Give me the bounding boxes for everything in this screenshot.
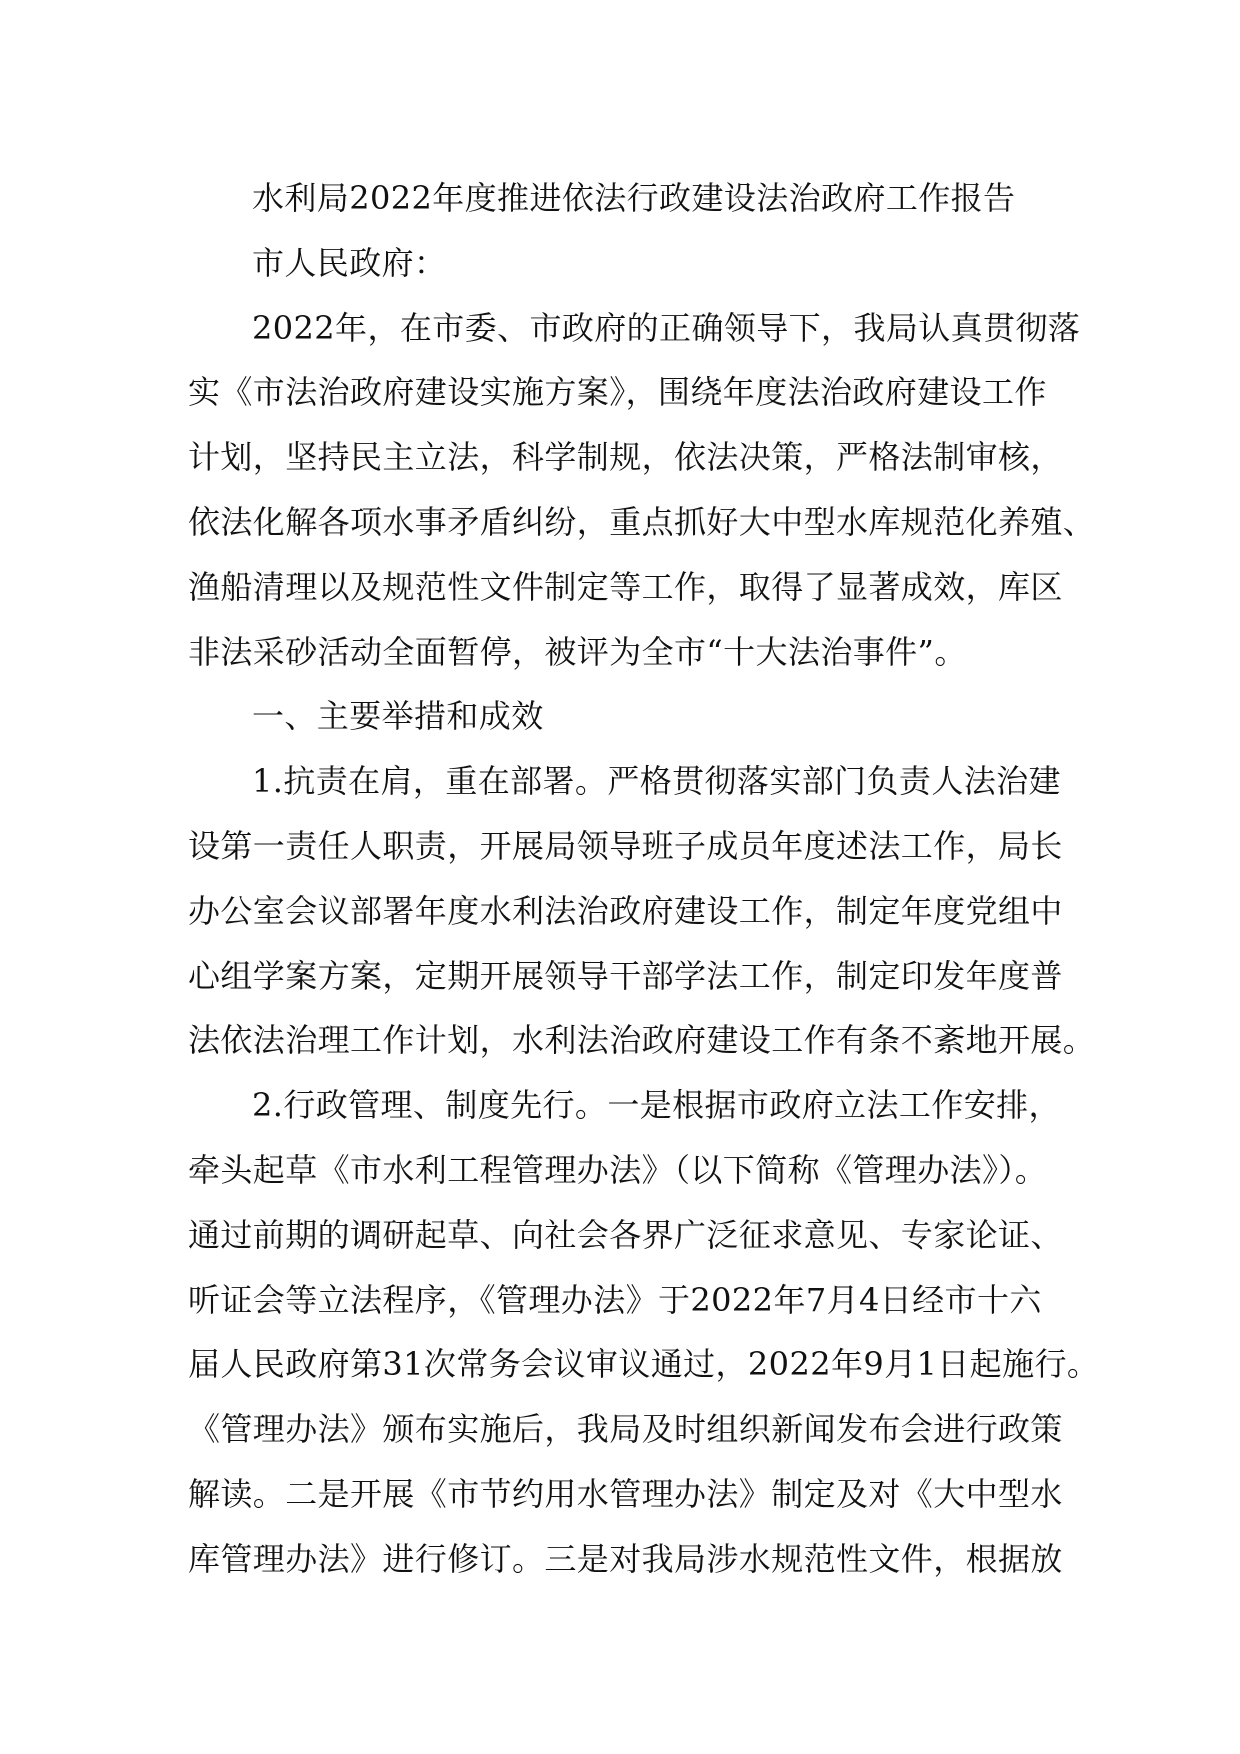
text-line: 依法化解各项水事矛盾纠纷，重点抓好大中型水库规范化养殖、 — [188, 502, 1096, 541]
text-line: 渔船清理以及规范性文件制定等工作，取得了显著成效，库区 — [188, 567, 1063, 606]
document-title: 水利局2022年度推进依法行政建设法治政府工作报告 — [252, 179, 1016, 217]
section-heading — [188, 684, 1050, 749]
addressee: 市人民政府： — [252, 243, 447, 282]
text-line: 2022年，在市委、市政府的正确领导下，我局认真贯彻落 — [252, 308, 1081, 347]
text-line: 1.抗责在肩，重在部署。严格贯彻落实部门负责人法治建 — [252, 762, 1061, 801]
text-line: 计划，坚持民主立法，科学制规，依法决策，严格法制审核， — [188, 438, 1063, 477]
text-line: 《管理办法》颁布实施后，我局及时组织新闻发布会进行政策 — [188, 1410, 1063, 1449]
document-body — [188, 166, 1100, 1592]
text-line: 牵头起草《市水利工程管理办法》（以下简称《管理办法》）。 — [188, 1150, 1048, 1189]
paragraph-intro — [188, 296, 1096, 685]
text-line: 库管理办法》进行修订。三是对我局涉水规范性文件，根据放 — [188, 1539, 1063, 1578]
text-line: 非法采砂活动全面暂停，被评为全市“十大法治事件”。 — [188, 632, 967, 671]
section-heading-text: 一、主要举措和成效 — [252, 697, 544, 736]
text-line: 听证会等立法程序，《管理办法》于2022年7月4日经市十六 — [188, 1280, 1042, 1319]
text-line: 通过前期的调研起草、向社会各界广泛征求意见、专家论证、 — [188, 1215, 1063, 1254]
text-line: 设第一责任人职责，开展局领导班子成员年度述法工作，局长 — [188, 826, 1063, 865]
text-line: 解读。二是开展《市节约用水管理办法》制定及对《大中型水 — [188, 1474, 1063, 1513]
text-line: 办公室会议部署年度水利法治政府建设工作，制定年度党组中 — [188, 891, 1063, 930]
paragraph-item-1 — [188, 749, 1096, 1073]
text-line: 届人民政府第31次常务会议审议通过，2022年9月1日起施行。 — [188, 1345, 1100, 1384]
text-line: 实《市法治政府建设实施方案》，围绕年度法治政府建设工作 — [188, 373, 1047, 412]
paragraph-item-2 — [188, 1073, 1100, 1591]
text-line: 心组学案方案，定期开展领导干部学法工作，制定印发年度普 — [188, 956, 1063, 995]
text-line: 2.行政管理、制度先行。一是根据市政府立法工作安排， — [252, 1086, 1061, 1125]
text-line: 法依法治理工作计划，水利法治政府建设工作有条不紊地开展。 — [188, 1021, 1096, 1060]
